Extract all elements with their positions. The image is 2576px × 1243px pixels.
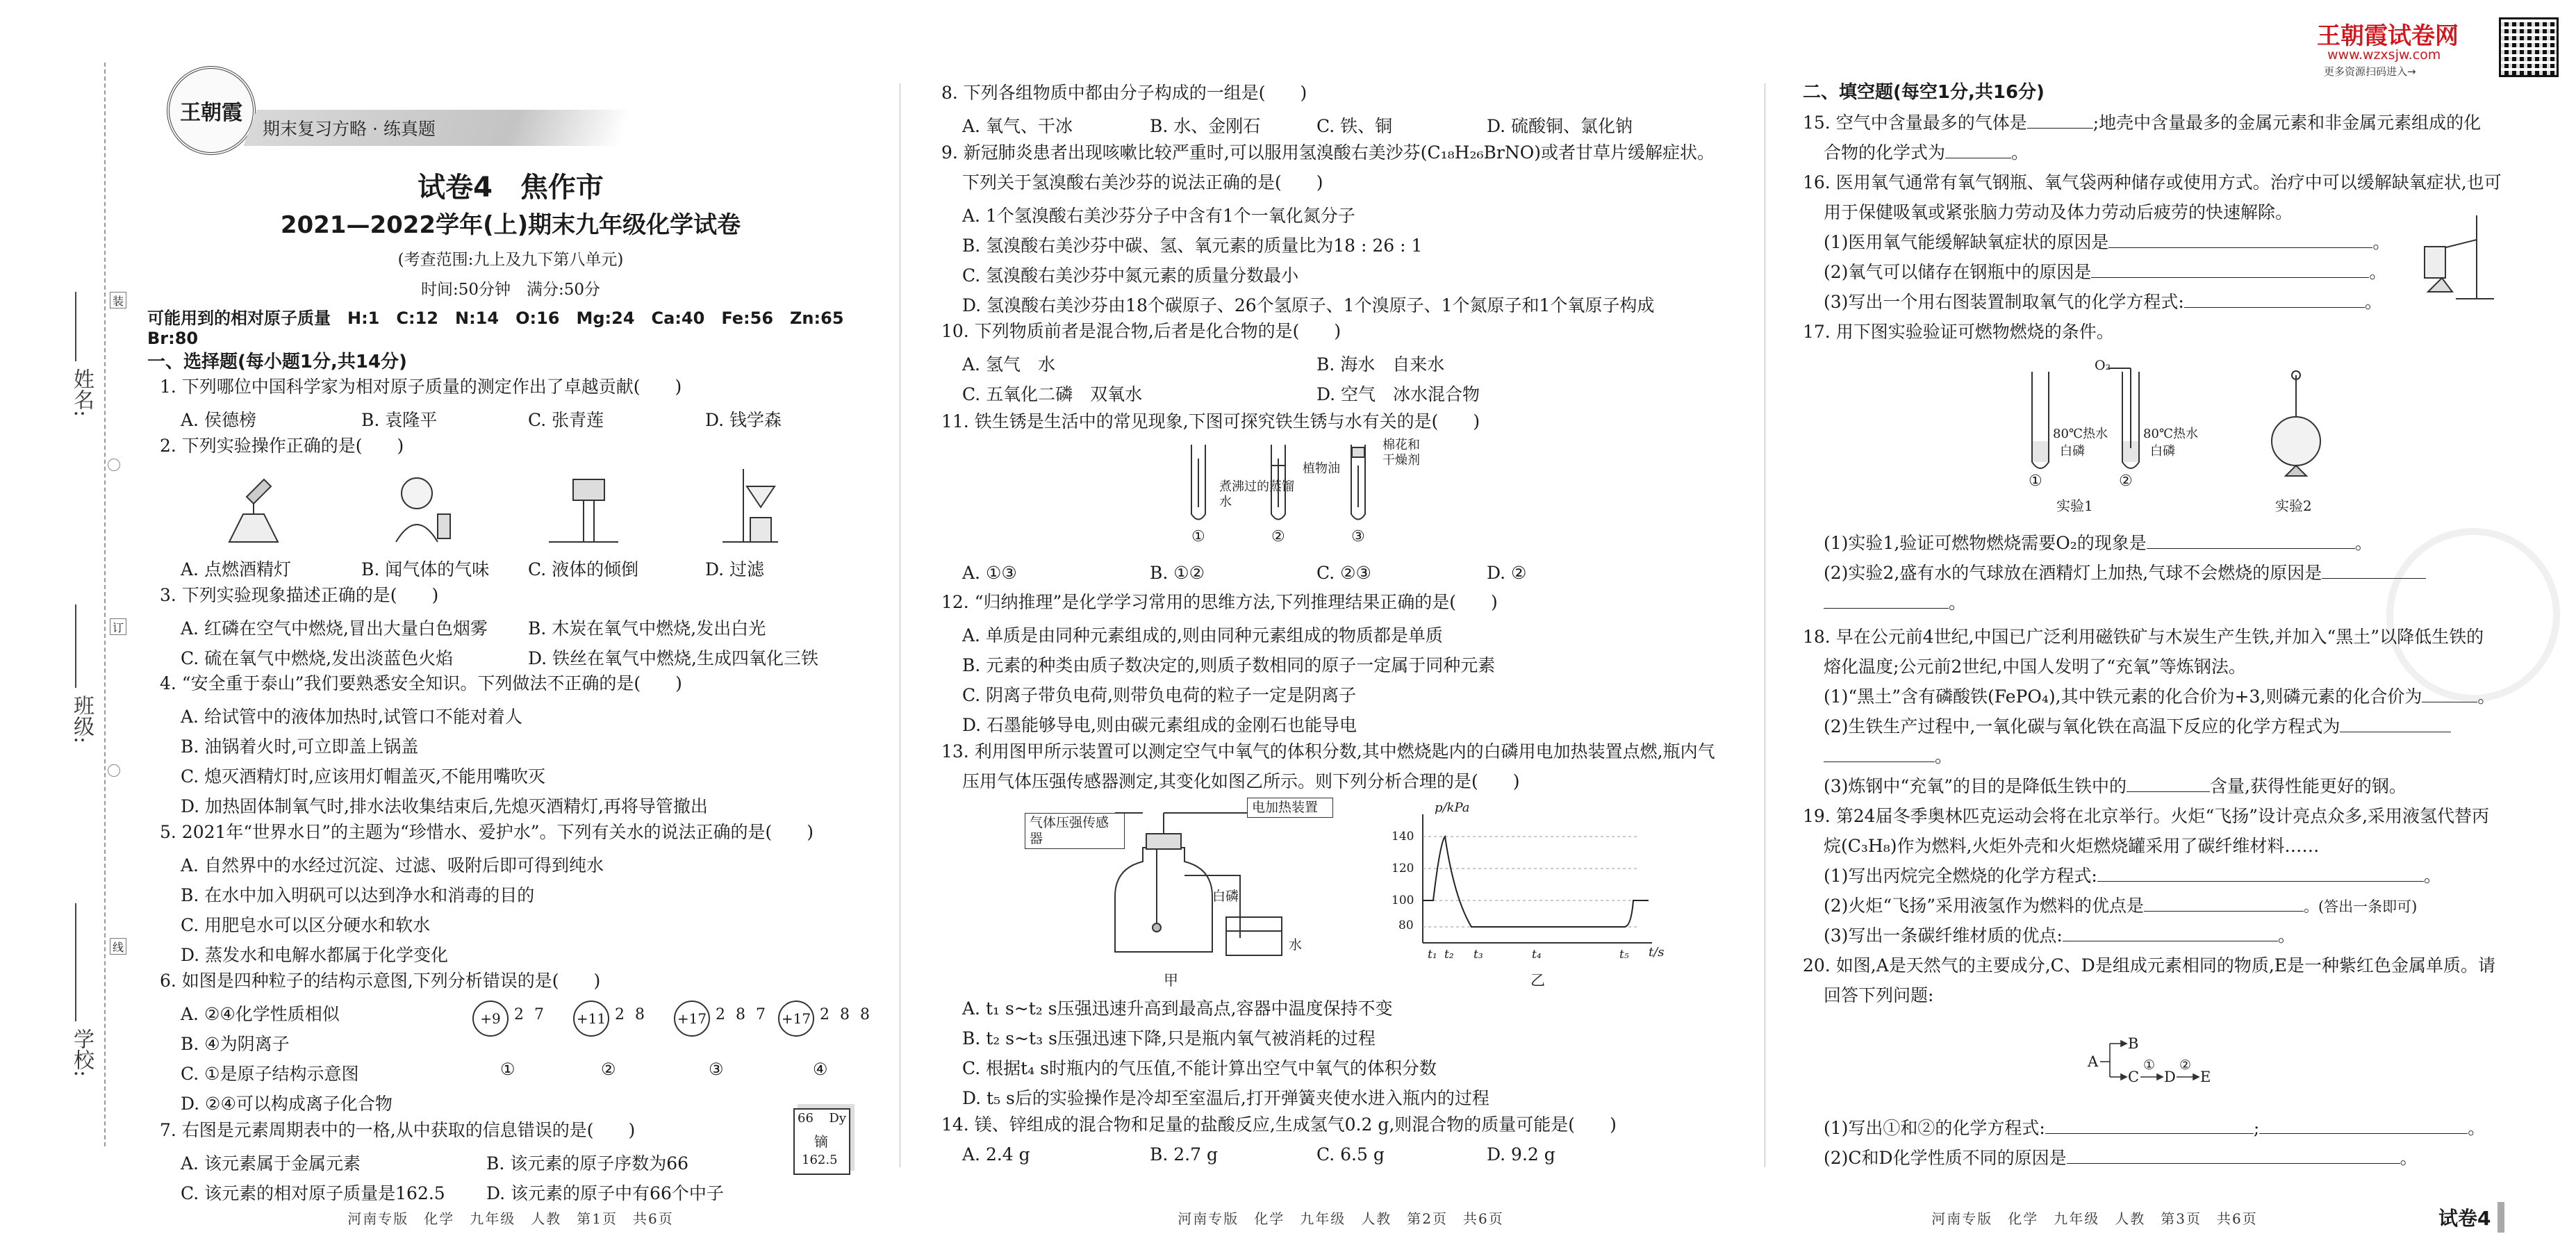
page-3 xyxy=(1789,0,2560,1243)
q13-yi-label: 乙 xyxy=(1530,972,1545,989)
q7-option-b[interactable]: B. 该元素的原子序数为66 xyxy=(486,1153,689,1174)
element-mass: 162.5 xyxy=(802,1153,838,1167)
q6-option-b[interactable]: B. ④为阴离子 xyxy=(181,1034,290,1054)
q7-option-a[interactable]: A. 该元素属于金属元素 xyxy=(181,1153,361,1174)
q18-blank-2[interactable] xyxy=(2340,716,2451,732)
q13-option-d[interactable]: D. t₅ s后的实验操作是冷却至室温后,打开弹簧夹使水进入瓶内的过程 xyxy=(962,1088,1489,1108)
q15-blank-2[interactable] xyxy=(1945,142,2011,158)
q20-node-e: E xyxy=(2200,1069,2211,1085)
q17-exp-1: 实验1 xyxy=(2056,497,2093,514)
particle-3-shells: 2 8 7 xyxy=(716,1006,768,1023)
atomic-mass: 可能用到的相对原子质量 H:1 C:12 N:14 O:16 Mg:24 Ca:40 Fe:56 Zn:65 Br:80 xyxy=(147,308,861,348)
q13-phosphorus-label: 白磷 xyxy=(1212,889,1239,904)
q4-option-c[interactable]: C. 熄灭酒精灯时,应该用灯帽盖灭,不能用嘴吹灭 xyxy=(181,766,546,787)
q20-blank-1[interactable] xyxy=(2045,1118,2254,1134)
q14-option-d[interactable]: D. 9.2 g xyxy=(1487,1144,1555,1164)
q18-sub-2 xyxy=(1824,711,2451,741)
q1-stem: 1. 下列哪位中国科学家为相对原子质量的测定作出了卓越贡献( ) xyxy=(160,377,682,397)
q17-blank-1[interactable] xyxy=(2147,533,2355,549)
q16-line-2: 用于保健吸氧或紧张脑力劳动及体力劳动后疲劳的快速解除。 xyxy=(1824,202,2293,222)
q20-reaction-2: ② xyxy=(2179,1057,2192,1073)
q16-sub-1-text: (1)医用氧气能缓解缺氧症状的原因是 xyxy=(1824,232,2109,252)
q20-arrows xyxy=(2088,1034,2254,1096)
q10-option-c[interactable]: C. 五氧化二磷 双氧水 xyxy=(962,384,1143,404)
particle-4-nucleus: +17 xyxy=(778,1001,814,1037)
q4-stem: 4. “安全重于泰山”我们要熟悉安全知识。下列做法不正确的是( ) xyxy=(160,673,682,693)
name-label: 姓名: xyxy=(69,368,94,418)
q20-blank-2[interactable] xyxy=(2259,1118,2468,1134)
q13-water-label: 水 xyxy=(1289,937,1303,953)
q15-line-2 xyxy=(1824,138,2029,167)
q11-label-oil: 植物油 xyxy=(1303,461,1340,476)
q4-option-a[interactable]: A. 给试管中的液体加热时,试管口不能对着人 xyxy=(181,707,522,727)
q20-sub-1-text: (1)写出①和②的化学方程式: xyxy=(1824,1118,2045,1138)
q19-sub-2-note: 。(答出一条即可) xyxy=(2303,898,2418,915)
q19-line-1: 19. 第24届冬季奥林匹克运动会将在北京举行。火炬“飞扬”设计亮点众多,采用液氢代替丙 xyxy=(1803,806,2490,826)
q11-label-desiccant: 棉花和干燥剂 xyxy=(1382,438,1420,468)
q16-sub-1: (1)医用氧气能缓解缺氧症状的原因是 。 xyxy=(1824,232,2391,252)
watermark-stamp xyxy=(2386,528,2560,702)
q2-option-d[interactable]: D. 过滤 xyxy=(705,559,765,579)
q3-option-a[interactable]: A. 红磷在空气中燃烧,冒出大量白色烟雾 xyxy=(181,618,488,639)
name-blank xyxy=(75,292,76,361)
brand-url: www.wzxsjw.com xyxy=(2327,47,2441,63)
q18-line-2: 熔化温度;公元前2世纪,中国人发明了“充氧”等炼钢法。 xyxy=(1824,657,2246,677)
q3-option-d[interactable]: D. 铁丝在氧气中燃烧,生成四氧化三铁 xyxy=(528,648,818,668)
q19-sub-1: (1)写出丙烷完全燃烧的化学方程式: 。 xyxy=(1824,866,2441,886)
q7-element-cell xyxy=(793,1108,850,1175)
q14-option-a[interactable]: A. 2.4 g xyxy=(962,1144,1030,1164)
q17-exp-2: 实验2 xyxy=(2275,497,2312,514)
q12-stem: 12. “归纳推理”是化学学习常用的思维方法,下列推理结果正确的是( ) xyxy=(941,592,1498,612)
q20-node-a: A xyxy=(2088,1053,2099,1070)
q18-sub-3-text-a: (3)炼钢中“充氧”的目的是降低生铁中的 xyxy=(1824,776,2127,796)
binding-line xyxy=(104,63,107,1146)
class-label: 班级: xyxy=(69,695,94,744)
q13-heater-label: 电加热装置 xyxy=(1247,798,1333,818)
q19-blank-2[interactable] xyxy=(2144,896,2304,912)
q2-option-b[interactable]: B. 闻气体的气味 xyxy=(361,559,490,579)
q5-option-c[interactable]: C. 用肥皂水可以区分硬水和软水 xyxy=(181,915,431,935)
q11-tube-2: ② xyxy=(1271,528,1285,545)
q19-sub-2-text: (2)火炬“飞扬”采用液氢作为燃料的优点是 xyxy=(1824,896,2144,916)
q14-stem: 14. 镁、锌组成的混合物和足量的盐酸反应,生成氢气0.2 g,则混合物的质量可能是( ) xyxy=(941,1114,1617,1135)
bind-mark-1: 装 xyxy=(110,292,126,308)
q15-text-3: 合物的化学式为 xyxy=(1824,142,1946,163)
q20-sub-2-text: (2)C和D化学性质不同的原因是 xyxy=(1824,1148,2067,1168)
q13-sensor-label: 气体压强传感器 xyxy=(1025,813,1125,849)
q5-stem: 5. 2021年“世界水日”的主题为“珍惜水、爱护水”。下列有关水的说法正确的是( ) xyxy=(160,822,814,842)
q15-text-1: 15. 空气中含量最多的气体是 xyxy=(1803,113,2027,133)
q20-diagram xyxy=(2088,1034,2254,1096)
q20-line-1: 20. 如图,A是天然气的主要成分,C、D是组成元素相同的物质,E是一种紫红色金属单质。请 xyxy=(1803,955,2496,976)
graph-xtick-t2: t₂ xyxy=(1444,948,1454,962)
q2-option-a[interactable]: A. 点燃酒精灯 xyxy=(181,559,291,579)
paper-tag: 试卷4 xyxy=(2431,1202,2504,1233)
q11-option-b[interactable]: B. ①② xyxy=(1150,563,1205,583)
class-blank xyxy=(75,604,76,688)
q17-sub-2-cont: 。 xyxy=(1824,588,1966,618)
page-2 xyxy=(927,0,1754,1243)
q20-node-d: D xyxy=(2164,1069,2176,1085)
q9-option-a[interactable]: A. 1个氢溴酸右美沙芬分子中含有1个一氧化氮分子 xyxy=(962,206,1355,226)
brand-name: 王朝霞试卷网 xyxy=(2317,22,2459,50)
q3-stem: 3. 下列实验现象描述正确的是( ) xyxy=(160,585,439,605)
q18-blank-4[interactable] xyxy=(2127,776,2210,792)
school-blank xyxy=(75,903,76,1021)
banner-text: 期末复习方略 · 练真题 xyxy=(263,119,436,139)
q17-blank-2[interactable] xyxy=(2322,563,2426,579)
q13-graph-svg xyxy=(1385,800,1690,967)
q7-option-d[interactable]: D. 该元素的原子中有66个中子 xyxy=(486,1183,724,1203)
q7-option-c[interactable]: C. 该元素的相对原子质量是162.5 xyxy=(181,1183,445,1203)
graph-xtick-t4: t₄ xyxy=(1532,948,1542,962)
q17-sub-2 xyxy=(1824,558,2426,588)
particle-1-label: ① xyxy=(500,1060,515,1079)
bind-mark-3: 线 xyxy=(110,938,126,955)
q14-option-c[interactable]: C. 6.5 g xyxy=(1316,1144,1385,1164)
q16-blank-2[interactable] xyxy=(2091,262,2369,278)
q8-stem: 8. 下列各组物质中都由分子构成的一组是( ) xyxy=(941,83,1307,103)
footer-page-2: 河南专版 化学 九年级 人教 第2页 共6页 xyxy=(1178,1210,1504,1227)
paper-title: 试卷4 焦作市 xyxy=(418,172,604,204)
q20-reaction-1: ① xyxy=(2143,1057,2156,1073)
q13-option-b[interactable]: B. t₂ s~t₃ s压强迅速下降,只是瓶内氧气被消耗的过程 xyxy=(962,1028,1376,1048)
graph-x-label: t/s xyxy=(1649,945,1665,960)
q17-o2-label: O₂ xyxy=(2095,358,2111,373)
q2-option-c[interactable]: C. 液体的倾倒 xyxy=(528,559,639,579)
q4-option-d[interactable]: D. 加热固体制氧气时,排水法收集结束后,先熄灭酒精灯,再将导管撤出 xyxy=(181,796,708,816)
particle-3-nucleus: +17 xyxy=(674,1001,710,1037)
q18-sub-3-text-b: 含量,获得性能更好的钢。 xyxy=(2209,776,2406,796)
q19-sub-1-text: (1)写出丙烷完全燃烧的化学方程式: xyxy=(1824,866,2097,886)
q16-line-1: 16. 医用氧气通常有氧气钢瓶、氧气袋两种储存或使用方式。治疗中可以缓解缺氧症状,也可 xyxy=(1803,172,2502,192)
graph-xtick-t3: t₃ xyxy=(1473,948,1483,962)
q15-text-2: ;地壳中含量最多的金属元素和非金属元素组成的化 xyxy=(2092,113,2482,133)
graph-xtick-t1: t₁ xyxy=(1428,948,1437,962)
q20-node-b: B xyxy=(2128,1035,2139,1052)
section-2-title: 二、填空题(每空1分,共16分) xyxy=(1803,82,2045,103)
q18-sub-1: (1)“黑土”含有磷酸铁(FePO₄),其中铁元素的化合价为+3,则磷元素的化合价为 。 xyxy=(1824,686,2495,707)
q5-option-a[interactable]: A. 自然界中的水经过沉淀、过滤、吸附后即可得到纯水 xyxy=(181,855,604,875)
q13-option-c[interactable]: C. 根据t₄ s时瓶内的气压值,不能计算出空气中氧气的体积分数 xyxy=(962,1058,1437,1078)
brand-slogan: 更多资源扫码进入→ xyxy=(2324,65,2416,78)
q18-line-1: 18. 早在公元前4世纪,中国已广泛利用磁铁矿与木炭生产生铁,并加入“黑土”以降低生铁的 xyxy=(1803,627,2484,647)
q17-tube-2: ② xyxy=(2119,472,2133,490)
q20-sub-2: (2)C和D化学性质不同的原因是 。 xyxy=(1824,1148,2418,1168)
graph-ytick-120: 120 xyxy=(1392,862,1414,875)
q18-blank-1[interactable] xyxy=(2422,686,2477,702)
binding-hole-1 xyxy=(108,459,120,471)
q7-stem: 7. 右图是元素周期表中的一格,从中获取的信息错误的是( ) xyxy=(160,1120,636,1140)
particle-2-nucleus: +11 xyxy=(573,1001,609,1037)
footer-page-3: 河南专版 化学 九年级 人教 第3页 共6页 xyxy=(1931,1210,2258,1227)
particle-2-label: ② xyxy=(601,1060,616,1079)
footer-page-1: 河南专版 化学 九年级 人教 第1页 共6页 xyxy=(347,1210,674,1227)
q16-blank-3[interactable] xyxy=(2184,292,2365,308)
q18-sub-3 xyxy=(1824,771,2406,801)
bind-mark-2: 订 xyxy=(110,618,126,635)
page-1 xyxy=(139,0,882,1243)
q20-blank-3[interactable] xyxy=(2067,1148,2400,1164)
q15-line-1 xyxy=(1803,108,2481,138)
q1-option-d[interactable]: D. 钱学森 xyxy=(705,410,782,430)
q17-phosphorus-2: 白磷 xyxy=(2150,444,2175,459)
q12-option-d[interactable]: D. 石墨能够导电,则由碳元素组成的金刚石也能导电 xyxy=(962,715,1357,735)
q18-sub-2-text: (2)生铁生产过程中,一氧化碳与氧化铁在高温下反应的化学方程式为 xyxy=(1824,716,2340,736)
q19-blank-3[interactable] xyxy=(2063,925,2278,941)
q11-tube-1: ① xyxy=(1191,528,1205,545)
q9-stem: 9. 新冠肺炎患者出现咳嗽比较严重时,可以服用氢溴酸右美沙芬(C₁₈H₂₆BrNO)或者甘草片缓解症状。 xyxy=(941,142,1715,163)
q6-option-d[interactable]: D. ②④可以构成离子化合物 xyxy=(181,1094,393,1114)
element-name: 镝 xyxy=(814,1133,828,1150)
school-label: 学校: xyxy=(69,1028,94,1078)
q5-option-d[interactable]: D. 蒸发水和电解水都属于化学变化 xyxy=(181,945,449,965)
q17-stem: 17. 用下图实验验证可燃物燃烧的条件。 xyxy=(1803,322,2114,342)
particle-4-shells: 2 8 8 xyxy=(820,1006,873,1023)
q16-sub-3: (3)写出一个用右图装置制取氧气的化学方程式: 。 xyxy=(1824,292,2382,312)
q13-pressure-graph xyxy=(1385,800,1690,988)
q3-option-c[interactable]: C. 硫在氧气中燃烧,发出淡蓝色火焰 xyxy=(181,648,454,668)
q1-option-c[interactable]: C. 张青莲 xyxy=(528,410,604,430)
q11-stem: 11. 铁生锈是生活中的常见现象,下图可探究铁生锈与水有关的是( ) xyxy=(941,411,1480,431)
q12-option-b[interactable]: B. 元素的种类由质子数决定的,则质子数相同的原子一定属于同种元素 xyxy=(962,655,1496,675)
qr-code[interactable] xyxy=(2501,19,2557,75)
q17-tube-1: ① xyxy=(2029,472,2042,490)
q11-option-a[interactable]: A. ①③ xyxy=(962,563,1017,583)
q16-sub-2-text: (2)氧气可以储存在钢瓶中的原因是 xyxy=(1824,262,2092,282)
q16-oxygen-apparatus xyxy=(2414,208,2497,306)
q4-option-b[interactable]: B. 油锅着火时,可立即盖上锅盖 xyxy=(181,736,419,757)
q8-option-b[interactable]: B. 水、金刚石 xyxy=(1150,116,1261,136)
graph-y-label: p/kPa xyxy=(1435,800,1470,815)
q6-particles xyxy=(472,994,875,1091)
q17-hot-water-1: 80℃热水 xyxy=(2053,427,2108,441)
q13-stem: 13. 利用图甲所示装置可以测定空气中氧气的体积分数,其中燃烧匙内的白磷用电加热装置点燃,瓶内气 xyxy=(941,741,1715,762)
q8-option-a[interactable]: A. 氧气、干冰 xyxy=(962,116,1073,136)
scope: (考查范围:九上及九下第八单元) xyxy=(397,251,624,269)
q10-option-d[interactable]: D. 空气 冰水混合物 xyxy=(1316,384,1480,404)
q17-sub-1-text: (1)实验1,验证可燃物燃烧需要O₂的现象是 xyxy=(1824,533,2147,553)
q18-blank-3[interactable] xyxy=(1824,746,1935,762)
element-symbol: Dy xyxy=(829,1111,846,1126)
section-1-title: 一、选择题(每小题1分,共14分) xyxy=(147,352,407,372)
q10-stem: 10. 下列物质前者是混合物,后者是化合物的是( ) xyxy=(941,321,1341,341)
graph-xtick-t5: t₅ xyxy=(1619,948,1629,962)
q11-label-water: 煮沸过的蒸馏水 xyxy=(1219,479,1294,509)
q12-option-c[interactable]: C. 阴离子带负电荷,则带负电荷的粒子一定是阴离子 xyxy=(962,685,1357,705)
q1-option-a[interactable]: A. 侯德榜 xyxy=(181,410,256,430)
q20-sub-1: (1)写出①和②的化学方程式: ; 。 xyxy=(1824,1118,2486,1138)
q2-stem: 2. 下列实验操作正确的是( ) xyxy=(160,436,404,456)
graph-ytick-80: 80 xyxy=(1398,919,1414,932)
q11-option-d[interactable]: D. ② xyxy=(1487,563,1527,583)
q6-stem: 6. 如图是四种粒子的结构示意图,下列分析错误的是( ) xyxy=(160,971,601,991)
q13-stem-2: 压用气体压强传感器测定,其变化如图乙所示。则下列分析合理的是( ) xyxy=(962,771,1520,791)
q3-option-b[interactable]: B. 木炭在氧气中燃烧,发出白光 xyxy=(528,618,766,639)
q17-hot-water-2: 80℃热水 xyxy=(2143,427,2199,441)
q5-option-b[interactable]: B. 在水中加入明矾可以达到净水和消毒的目的 xyxy=(181,885,535,905)
element-number: 66 xyxy=(798,1111,814,1126)
time-score: 时间:50分钟 满分:50分 xyxy=(420,281,601,299)
q6-option-c[interactable]: C. ①是原子结构示意图 xyxy=(181,1064,359,1084)
q16-sub-3-text: (3)写出一个用右图装置制取氧气的化学方程式: xyxy=(1824,292,2184,312)
logo: 王朝霞 xyxy=(167,66,256,155)
graph-ytick-140: 140 xyxy=(1392,830,1414,843)
q15-blank-1[interactable] xyxy=(2027,113,2093,129)
q19-sub-2 xyxy=(1824,891,2417,922)
q10-option-a[interactable]: A. 氢气 水 xyxy=(962,354,1055,374)
q13-jia-label: 甲 xyxy=(1164,972,1178,989)
particle-3-label: ③ xyxy=(709,1060,724,1079)
q6-option-a[interactable]: A. ②④化学性质相似 xyxy=(181,1004,340,1024)
q8-option-c[interactable]: C. 铁、铜 xyxy=(1316,116,1393,136)
q13-option-a[interactable]: A. t₁ s~t₂ s压强迅速升高到最高点,容器中温度保持不变 xyxy=(962,998,1393,1019)
q11-option-c[interactable]: C. ②③ xyxy=(1316,563,1371,583)
q17-phosphorus-1: 白磷 xyxy=(2060,444,2085,459)
q20-node-c: C xyxy=(2128,1069,2140,1085)
q19-blank-1[interactable] xyxy=(2097,866,2424,882)
q18-sub-1-text: (1)“黑土”含有磷酸铁(FePO₄),其中铁元素的化合价为+3,则磷元素的化合价为 xyxy=(1824,686,2422,707)
q15-text-4: 。 xyxy=(2011,142,2029,163)
q14-option-b[interactable]: B. 2.7 g xyxy=(1150,1144,1218,1164)
q9-option-c[interactable]: C. 氢溴酸右美沙芬中氮元素的质量分数最小 xyxy=(962,265,1299,286)
graph-ytick-100: 100 xyxy=(1392,894,1414,907)
q10-option-b[interactable]: B. 海水 自来水 xyxy=(1316,354,1445,374)
q19-line-2: 烷(C₃H₈)作为燃料,火炬外壳和火炬燃烧罐采用了碳纤维材料…… xyxy=(1824,836,2320,856)
q17-sub-2-text: (2)实验2,盛有水的气球放在酒精灯上加热,气球不会燃烧的原因是 xyxy=(1824,563,2322,583)
q9-option-b[interactable]: B. 氢溴酸右美沙芬中碳、氢、氧元素的质量比为18 : 26 : 1 xyxy=(962,236,1423,256)
q9-stem-2: 下列关于氢溴酸右美沙芬的说法正确的是( ) xyxy=(962,172,1323,192)
paper-subtitle: 2021—2022学年(上)期末九年级化学试卷 xyxy=(280,211,741,239)
q11-tube-3: ③ xyxy=(1351,528,1365,545)
q19-sub-3: (3)写出一条碳纤维材质的优点: 。 xyxy=(1824,925,2295,946)
q12-option-a[interactable]: A. 单质是由同种元素组成的,则由同种元素组成的物质都是单质 xyxy=(962,625,1443,645)
q17-blank-3[interactable] xyxy=(1824,593,1949,609)
q20-line-2: 回答下列问题: xyxy=(1824,985,1934,1005)
q19-sub-3-text: (3)写出一条碳纤维材质的优点: xyxy=(1824,925,2063,946)
q16-sub-2: (2)氧气可以储存在钢瓶中的原因是 。 xyxy=(1824,262,2387,282)
particle-2-shells: 2 8 xyxy=(615,1006,647,1023)
q1-option-b[interactable]: B. 袁隆平 xyxy=(361,410,438,430)
q8-option-d[interactable]: D. 硫酸铜、氯化钠 xyxy=(1487,116,1633,136)
q18-sub-2-cont: 。 xyxy=(1824,741,1952,771)
q17-sub-1: (1)实验1,验证可燃物燃烧需要O₂的现象是 。 xyxy=(1824,533,2372,553)
particle-4-label: ④ xyxy=(813,1060,828,1079)
particle-1-nucleus: +9 xyxy=(472,1001,509,1037)
binding-hole-2 xyxy=(108,764,120,777)
pressure-curve xyxy=(1423,837,1649,927)
q16-blank-1[interactable] xyxy=(2108,232,2372,248)
q9-option-d[interactable]: D. 氢溴酸右美沙芬由18个碳原子、26个氢原子、1个溴原子、1个氮原子和1个氧原子构成 xyxy=(962,295,1655,315)
particle-1-shells: 2 7 xyxy=(514,1006,547,1023)
q2-figures xyxy=(188,466,813,549)
